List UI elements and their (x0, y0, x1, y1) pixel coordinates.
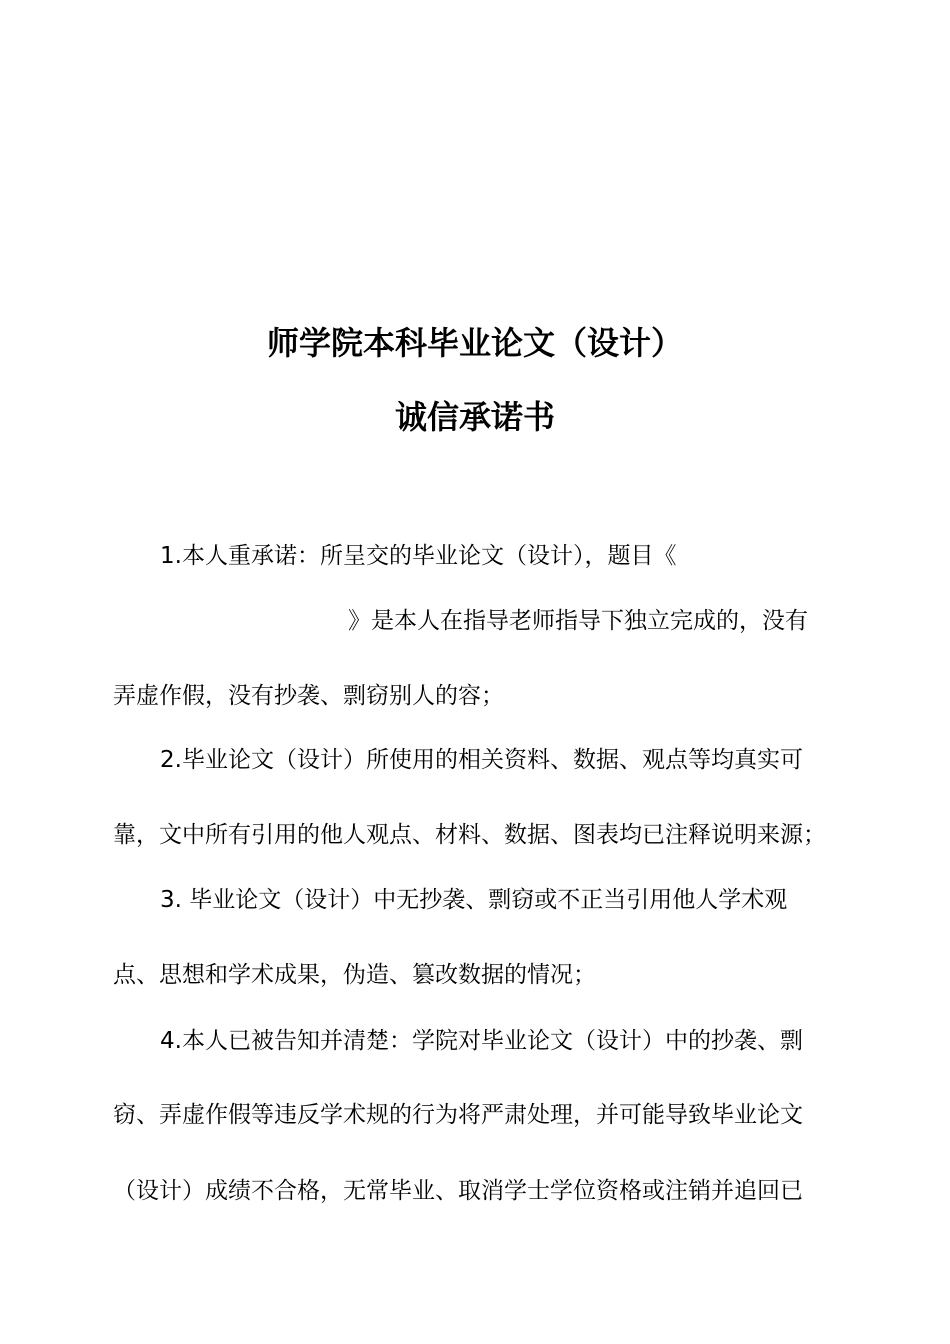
paragraph-line: 1.本人重承诺：所呈交的毕业论文（设计），题目《 (160, 543, 677, 569)
document-title: 师学院本科毕业论文（设计） (266, 324, 683, 362)
paragraph-line: 弄虚作假，没有抄袭、剽窃别人的容； (113, 683, 504, 709)
paragraph-line: （设计）成绩不合格，无常毕业、取消学士学位资格或注销并追回已 (113, 1178, 803, 1204)
paragraph-line: 4.本人已被告知并清楚：学院对毕业论文（设计）中的抄袭、剽 (160, 1028, 803, 1054)
document-subtitle: 诚信承诺书 (394, 398, 555, 436)
paragraph-line: 窃、弄虚作假等违反学术规的行为将严肃处理，并可能导致毕业论文 (113, 1102, 803, 1128)
paragraph-line: 点、思想和学术成果，伪造、篡改数据的情况； (113, 962, 596, 988)
paragraph-line: 3. 毕业论文（设计）中无抄袭、剽窃或不正当引用他人学术观 (160, 887, 788, 913)
paragraph-line: 靠，文中所有引用的他人观点、材料、数据、图表均已注释说明来源； (113, 822, 826, 848)
paragraph-line: 》是本人在指导老师指导下独立完成的，没有 (348, 608, 808, 634)
paragraph-line: 2.毕业论文（设计）所使用的相关资料、数据、观点等均真实可 (160, 747, 803, 773)
